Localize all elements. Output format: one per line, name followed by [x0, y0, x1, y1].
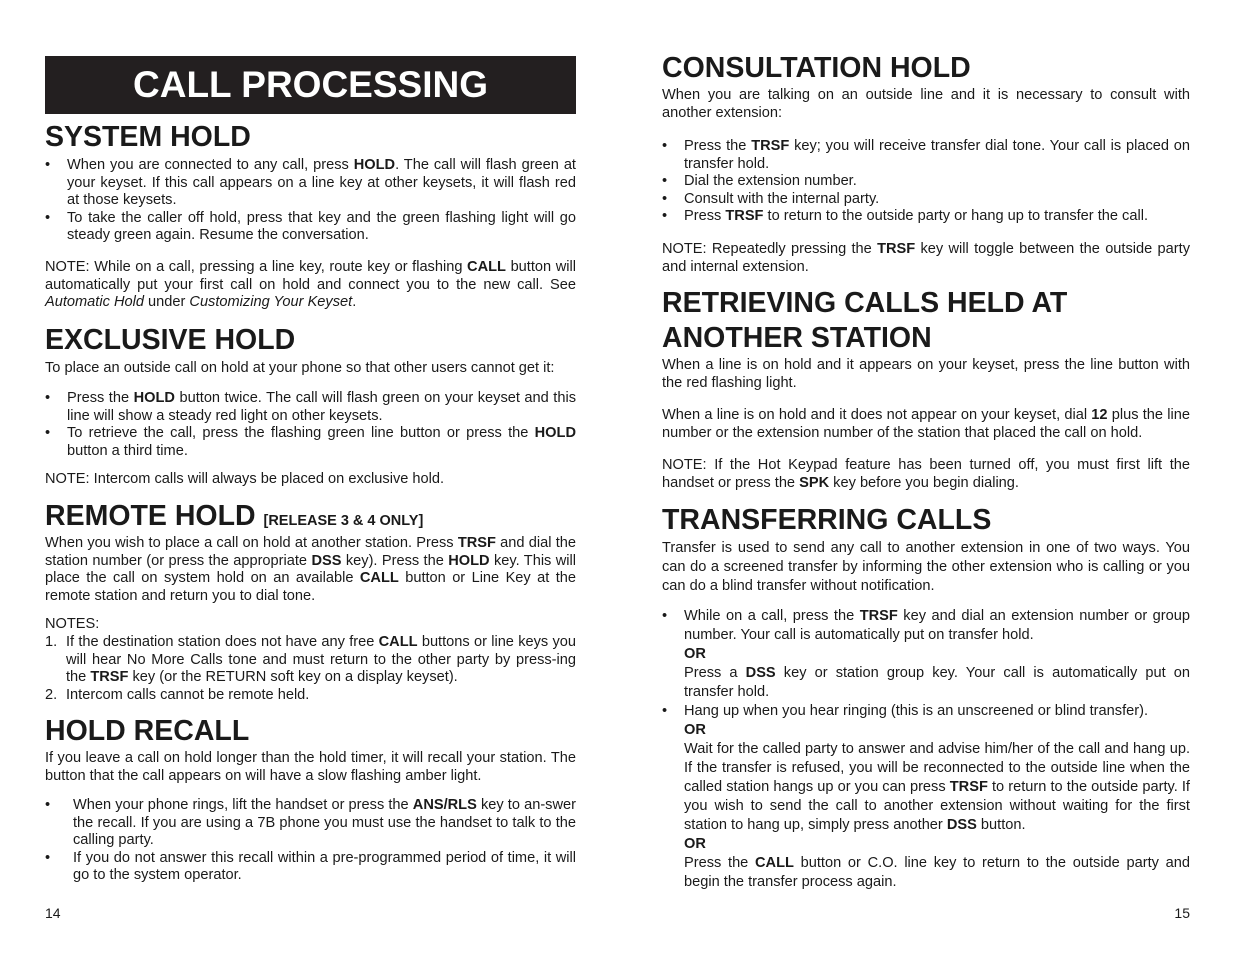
list-item: • When your phone rings, lift the handset or press the ANS/RLS key to an-swer the recall. If you are using a 7B phone you must use the handset to talk to the calling party. [45, 797, 576, 850]
list-item: • Press TRSF to return to the outside party or hang up to transfer the call. [662, 208, 1190, 226]
list-item [662, 607, 1190, 702]
remote-hold-title: REMOTE HOLD [45, 500, 256, 532]
page-number-right: 15 [1174, 905, 1190, 921]
transfer-step-alt: Press the CALL button or C.O. line key to return to the outside party and begin the transfer process again. [684, 855, 1190, 890]
transfer-step-text: • While on a call, press the TRSF key and dial an extension number or group number. Your call is automatically put on transfer hold. [684, 608, 1190, 643]
hold-recall-intro: If you leave a call on hold longer than the hold timer, it will recall your station. The button that the call appears on will have a slow flashing amber light. [45, 750, 576, 784]
retrieving-heading-line-1: RETRIEVING CALLS HELD AT [662, 287, 1068, 319]
exclusive-hold-intro: To place an outside call on hold at your phone so that other users cannot get it: [45, 360, 555, 376]
page-number-left: 14 [45, 905, 61, 921]
retrieving-para-1: When a line is on hold and it appears on your keyset, press the line button with the red flashing light. [662, 357, 1190, 391]
retrieving-heading-line-2: ANOTHER STATION [662, 322, 932, 354]
list-item: • Consult with the internal party. [662, 191, 1190, 209]
exclusive-hold-note: NOTE: Intercom calls will always be placed on exclusive hold. [45, 471, 445, 487]
remote-hold-heading [45, 499, 423, 538]
list-item: • Press the TRSF key; you will receive transfer dial tone. Your call is placed on transfer hold. [662, 138, 1190, 173]
list-item: 2. Intercom calls cannot be remote held. [45, 686, 310, 703]
exclusive-hold-heading: EXCLUSIVE HOLD [45, 324, 296, 356]
retrieving-note: NOTE: If the Hot Keypad feature has been turned off, you must first lift the handset or press the SPK key before you begin dialing. [662, 457, 1190, 491]
or-label: OR [684, 646, 706, 662]
hold-recall-section [45, 797, 576, 885]
consultation-hold-note: NOTE: Repeatedly pressing the TRSF key will toggle between the outside party and internal extension. [662, 241, 1190, 275]
list-item: • Dial the extension number. [662, 173, 1190, 191]
consultation-hold-section [662, 138, 1190, 226]
transfer-step-alt: Press a DSS key or station group key. Your call is automatically put on transfer hold. [684, 665, 1190, 700]
chapter-banner: CALL PROCESSING [45, 56, 576, 114]
system-hold-heading: SYSTEM HOLD [45, 121, 251, 153]
list-item: • To take the caller off hold, press that key and the green flashing light will go steady green again. Resume the conversation. [45, 210, 576, 245]
transfer-step-text: • Hang up when you hear ringing (this is an unscreened or blind transfer). [684, 703, 1149, 719]
remote-hold-release: [RELEASE 3 & 4 ONLY] [263, 513, 424, 529]
remote-hold-notes-label: NOTES: [45, 616, 100, 632]
list-item: • Press the HOLD button twice. The call will flash green on your keyset and this line will show a steady red light on other keysets. [45, 390, 576, 425]
list-item [662, 702, 1190, 892]
transferring-section [662, 607, 1190, 892]
remote-hold-intro: When you wish to place a call on hold at another station. Press TRSF and dial the station number (or press the appropriate DSS key). Press the HOLD key. This will place the call on system hold on an available CALL button or Line Key at the remote station and return you to dial tone. [45, 535, 577, 604]
remote-hold-notes [45, 634, 576, 704]
system-hold-note: NOTE: While on a call, pressing a line key, route key or flashing CALL button will automatically put your first call on hold and connect you to the new call. See Automatic Hold under Customizing Your Keyset. [45, 259, 576, 311]
or-label: OR [684, 836, 706, 852]
list-item: • If you do not answer this recall within a pre-programmed period of time, it will go to the system operator. [45, 850, 576, 885]
or-label: OR [684, 722, 706, 738]
system-hold-section [45, 157, 576, 245]
consultation-hold-heading: CONSULTATION HOLD [662, 52, 971, 84]
retrieving-para-2: When a line is on hold and it does not appear on your keyset, dial 12 plus the line number or the extension number of the station that placed the call on hold. [662, 407, 1190, 441]
list-item: 1. If the destination station does not have any free CALL buttons or line keys you will hear No More Calls tone and must return to the other party by press-ing the TRSF key (or the RETURN soft key on a display keyset). [45, 634, 576, 686]
list-item: • To retrieve the call, press the flashing green line button or press the HOLD button a third time. [45, 425, 576, 460]
transfer-step-alt: Wait for the called party to answer and advise him/her of the call and hang up. If the transfer is refused, you will be reconnected to the outside line when the called station hangs up or you can press TRSF to return to the outside party. If you wish to send the call to another extension without waiting for the first station to hang up, simply press another DSS button. [684, 741, 1190, 833]
exclusive-hold-section [45, 390, 576, 460]
list-item: • When you are connected to any call, press HOLD. The call will flash green at your keyset. If this call appears on a line key at other keysets, it will flash red at those keysets. [45, 157, 576, 210]
hold-recall-heading: HOLD RECALL [45, 715, 250, 747]
transferring-heading: TRANSFERRING CALLS [662, 504, 992, 536]
transferring-intro: Transfer is used to send any call to another extension in one of two ways. You can do a screened transfer by informing the other extension who is calling or you can do a blind transfer without notification. [662, 540, 1190, 594]
consultation-hold-intro: When you are talking on an outside line and it is necessary to consult with another extension: [662, 87, 1190, 121]
